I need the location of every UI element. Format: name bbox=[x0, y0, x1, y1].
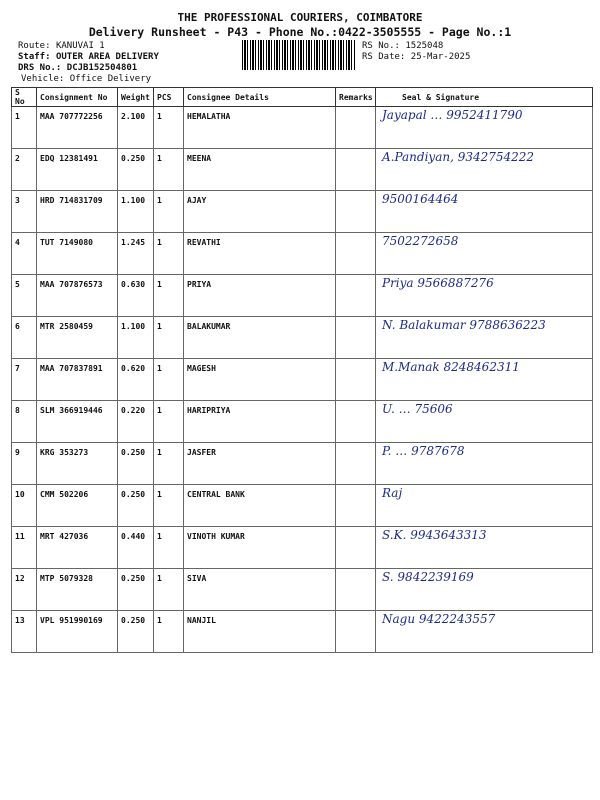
pcs-cell: 1 bbox=[154, 443, 184, 485]
col-signature: Seal & Signature bbox=[376, 88, 593, 107]
consignee-cell: MEENA bbox=[184, 149, 336, 191]
sno-cell: 5 bbox=[12, 275, 37, 317]
vehicle-value: Office Delivery bbox=[69, 74, 152, 84]
pcs-cell: 1 bbox=[154, 527, 184, 569]
table-row bbox=[12, 191, 593, 233]
weight-cell: 0.250 bbox=[118, 611, 154, 653]
pcs-cell: 1 bbox=[154, 191, 184, 233]
signature-cell: A.Pandiyan, 9342754222 bbox=[376, 149, 593, 191]
weight-cell: 1.100 bbox=[118, 191, 154, 233]
remarks-cell bbox=[336, 275, 376, 317]
table-row bbox=[12, 275, 593, 317]
sno-cell: 7 bbox=[12, 359, 37, 401]
consignee-cell: REVATHI bbox=[184, 233, 336, 275]
consignment-cell: HRD 714831709 bbox=[37, 191, 118, 233]
col-sno: S No bbox=[12, 88, 37, 107]
table-row bbox=[12, 107, 593, 149]
sno-cell: 11 bbox=[12, 527, 37, 569]
route-label: Route: bbox=[18, 41, 51, 51]
consignee-cell: JASFER bbox=[184, 443, 336, 485]
weight-cell: 0.630 bbox=[118, 275, 154, 317]
rs-no-line bbox=[362, 41, 443, 52]
sno-cell: 4 bbox=[12, 233, 37, 275]
rs-date-line bbox=[362, 52, 470, 63]
weight-cell: 0.250 bbox=[118, 485, 154, 527]
weight-cell: 0.620 bbox=[118, 359, 154, 401]
consignment-cell: TUT 7149080 bbox=[37, 233, 118, 275]
remarks-cell bbox=[336, 443, 376, 485]
drs-label: DRS No.: bbox=[18, 63, 62, 73]
table-row bbox=[12, 527, 593, 569]
signature-cell: Jayapal … 9952411790 bbox=[376, 107, 593, 149]
sno-cell: 8 bbox=[12, 401, 37, 443]
signature-cell: U. … 75606 bbox=[376, 401, 593, 443]
consignment-cell: MTP 5079328 bbox=[37, 569, 118, 611]
remarks-cell bbox=[336, 401, 376, 443]
table-row bbox=[12, 443, 593, 485]
table-row bbox=[12, 233, 593, 275]
pcs-cell: 1 bbox=[154, 401, 184, 443]
table-row bbox=[12, 485, 593, 527]
signature-cell: Raj bbox=[376, 485, 593, 527]
consignee-cell: CENTRAL BANK bbox=[184, 485, 336, 527]
sno-cell: 12 bbox=[12, 569, 37, 611]
table-row bbox=[12, 401, 593, 443]
route-value: KANUVAI 1 bbox=[55, 41, 105, 51]
consignment-cell: MTR 2580459 bbox=[37, 317, 118, 359]
col-consignee: Consignee Details bbox=[184, 88, 336, 107]
sno-cell: 3 bbox=[12, 191, 37, 233]
signature-cell: S.K. 9943643313 bbox=[376, 527, 593, 569]
table-row bbox=[12, 569, 593, 611]
consignee-cell: VINOTH KUMAR bbox=[184, 527, 336, 569]
sno-cell: 13 bbox=[12, 611, 37, 653]
consignee-cell: AJAY bbox=[184, 191, 336, 233]
consignment-cell: VPL 951990169 bbox=[37, 611, 118, 653]
signature-cell: N. Balakumar 9788636223 bbox=[376, 317, 593, 359]
sno-cell: 9 bbox=[12, 443, 37, 485]
weight-cell: 0.250 bbox=[118, 149, 154, 191]
signature-cell: P. … 9787678 bbox=[376, 443, 593, 485]
weight-cell: 1.245 bbox=[118, 233, 154, 275]
sno-cell: 6 bbox=[12, 317, 37, 359]
consignment-cell: SLM 366919446 bbox=[37, 401, 118, 443]
pcs-cell: 1 bbox=[154, 359, 184, 401]
signature-cell: M.Manak 8248462311 bbox=[376, 359, 593, 401]
staff-line bbox=[18, 52, 159, 63]
remarks-cell bbox=[336, 233, 376, 275]
rs-no-label: RS No.: bbox=[362, 41, 400, 51]
remarks-cell bbox=[336, 611, 376, 653]
remarks-cell bbox=[336, 485, 376, 527]
sno-cell: 10 bbox=[12, 485, 37, 527]
pcs-cell: 1 bbox=[154, 149, 184, 191]
rs-date-value: 25-Mar-2025 bbox=[410, 52, 471, 62]
signature-cell: Nagu 9422243557 bbox=[376, 611, 593, 653]
weight-cell: 2.100 bbox=[118, 107, 154, 149]
consignee-cell: MAGESH bbox=[184, 359, 336, 401]
consignee-cell: NANJIL bbox=[184, 611, 336, 653]
remarks-cell bbox=[336, 191, 376, 233]
consignment-cell: MAA 707837891 bbox=[37, 359, 118, 401]
pcs-cell: 1 bbox=[154, 569, 184, 611]
consignee-cell: BALAKUMAR bbox=[184, 317, 336, 359]
remarks-cell bbox=[336, 317, 376, 359]
rs-no-value: 1525048 bbox=[405, 41, 444, 51]
runsheet-table bbox=[11, 87, 593, 653]
col-pcs: PCS bbox=[154, 88, 184, 107]
pcs-cell: 1 bbox=[154, 485, 184, 527]
pcs-cell: 1 bbox=[154, 611, 184, 653]
staff-label: Staff: bbox=[18, 52, 51, 62]
rs-date-label: RS Date: bbox=[362, 52, 406, 62]
consignee-cell: PRIYA bbox=[184, 275, 336, 317]
weight-cell: 0.250 bbox=[118, 569, 154, 611]
sno-cell: 1 bbox=[12, 107, 37, 149]
vehicle-line bbox=[21, 74, 151, 85]
drs-line bbox=[18, 63, 137, 74]
signature-cell: Priya 9566887276 bbox=[376, 275, 593, 317]
company-title: THE PROFESSIONAL COURIERS, COIMBATORE bbox=[177, 11, 423, 24]
table-row bbox=[12, 359, 593, 401]
remarks-cell bbox=[336, 527, 376, 569]
pcs-cell: 1 bbox=[154, 317, 184, 359]
consignment-cell: MAA 707876573 bbox=[37, 275, 118, 317]
pcs-cell: 1 bbox=[154, 275, 184, 317]
route-line bbox=[18, 41, 105, 52]
consignee-cell: HARIPRIYA bbox=[184, 401, 336, 443]
consignment-cell: EDQ 12381491 bbox=[37, 149, 118, 191]
vehicle-label: Vehicle: bbox=[21, 74, 65, 84]
weight-cell: 1.100 bbox=[118, 317, 154, 359]
col-consignment: Consignment No bbox=[37, 88, 118, 107]
consignment-cell: MAA 707772256 bbox=[37, 107, 118, 149]
sno-cell: 2 bbox=[12, 149, 37, 191]
weight-cell: 0.250 bbox=[118, 443, 154, 485]
signature-cell: S. 9842239169 bbox=[376, 569, 593, 611]
table-row bbox=[12, 611, 593, 653]
remarks-cell bbox=[336, 359, 376, 401]
signature-cell: 7502272658 bbox=[376, 233, 593, 275]
table-header-row bbox=[12, 88, 593, 107]
weight-cell: 0.220 bbox=[118, 401, 154, 443]
col-weight: Weight bbox=[118, 88, 154, 107]
consignment-cell: KRG 353273 bbox=[37, 443, 118, 485]
signature-cell: 9500164464 bbox=[376, 191, 593, 233]
drs-barcode bbox=[242, 40, 356, 70]
consignment-cell: CMM 502206 bbox=[37, 485, 118, 527]
consignee-cell: SIVA bbox=[184, 569, 336, 611]
consignment-cell: MRT 427036 bbox=[37, 527, 118, 569]
remarks-cell bbox=[336, 149, 376, 191]
staff-value: OUTER AREA DELIVERY bbox=[55, 52, 159, 62]
col-remarks: Remarks bbox=[336, 88, 376, 107]
table-row bbox=[12, 149, 593, 191]
pcs-cell: 1 bbox=[154, 233, 184, 275]
weight-cell: 0.440 bbox=[118, 527, 154, 569]
pcs-cell: 1 bbox=[154, 107, 184, 149]
runsheet-subtitle: Delivery Runsheet - P43 - Phone No.:0422-3505555 - Page No.:1 bbox=[88, 25, 512, 39]
drs-value: DCJB152504801 bbox=[66, 63, 138, 73]
table-row bbox=[12, 317, 593, 359]
remarks-cell bbox=[336, 107, 376, 149]
consignee-cell: HEMALATHA bbox=[184, 107, 336, 149]
remarks-cell bbox=[336, 569, 376, 611]
